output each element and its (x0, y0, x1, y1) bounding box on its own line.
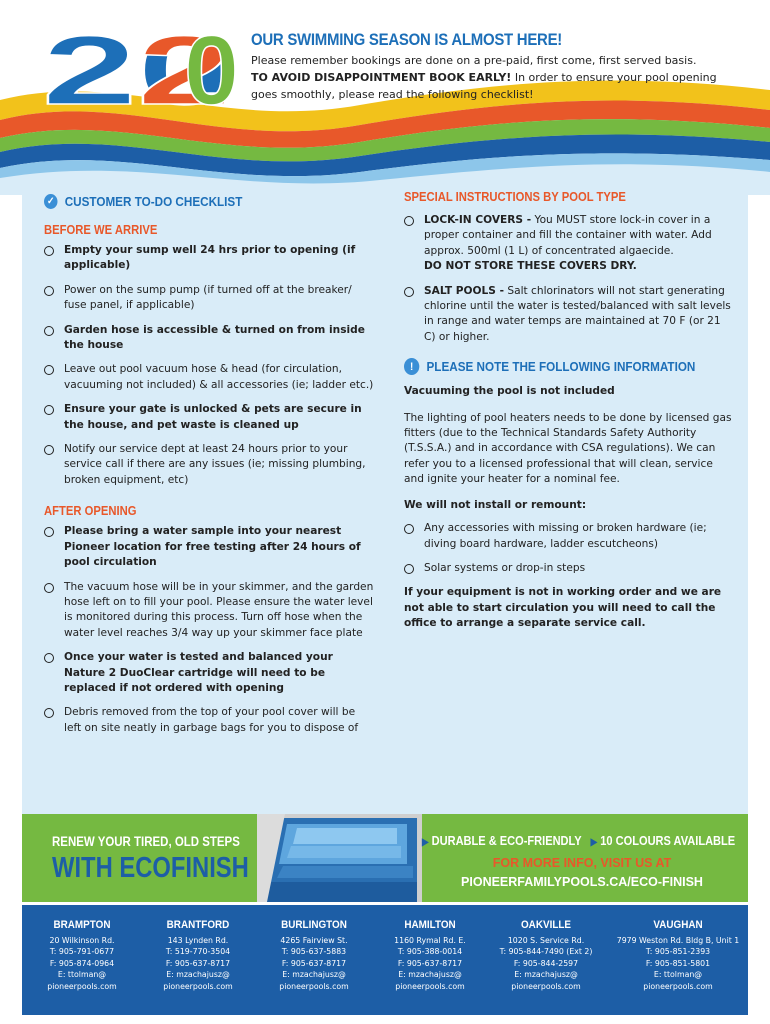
svg-text:2: 2 (137, 18, 232, 113)
location-hamilton: HAMILTON 1160 Rymal Rd. E. T: 905-388-0014 F: 905-637-8717 E: mzachajusz@ pioneerpools.com (394, 919, 466, 991)
location-brantford: BRANTFORD 143 Lynden Rd. T: 519-770-3504 F: 905-637-8717 E: mzachajusz@ pioneerpools.com (163, 919, 233, 991)
list-item-salt: SALT POOLS - Salt chlorinators will not start generating chlorine until the water is tested/balanced with salt levels in range and water temps are maintained at 70 F (or 21 C) or higher. (404, 284, 734, 346)
intro-line: Please remember bookings are done on a pre-paid, first come, first served basis. (251, 54, 697, 67)
year-graphic (42, 18, 242, 113)
locations-footer (22, 905, 748, 1015)
location-burlington: BURLINGTON 4265 Fairview St. T: 905-637-5883 F: 905-637-8717 E: mzachajusz@ pioneerpools.com (279, 919, 349, 991)
location-oakville: OAKVILLE 1020 S. Service Rd. T: 905-844-7490 (Ext 2) F: 905-844-2597 E: mzachajusz@ pioneerpools.com (499, 919, 593, 991)
circle-bullet-icon (44, 527, 54, 537)
special-list (404, 213, 734, 345)
list-item: Debris removed from the top of your pool cover will be left on site neatly in garbage bags for you to dispose of (44, 705, 374, 736)
triangle-right-icon: ▶ (422, 837, 429, 848)
check-icon: ✓ (44, 194, 58, 209)
checklist-title (44, 194, 341, 209)
after-title: AFTER OPENING (44, 504, 137, 519)
location-vaughan: VAUGHAN 7979 Weston Rd. Bldg B, Unit 1 T: 905-851-2393 F: 905-851-5801 E: ttolman@ pioneerpools.com (616, 919, 740, 991)
special-title: SPECIAL INSTRUCTIONS BY POOL TYPE (404, 190, 626, 204)
notice-title (404, 358, 701, 375)
pool-steps-image (257, 814, 422, 902)
location-brampton: BRAMPTON 20 Wilkinson Rd. T: 905-791-0677 F: 905-874-0964 E: ttolman@ pioneerpools.com (47, 919, 117, 991)
circle-bullet-icon (44, 708, 54, 718)
circle-bullet-icon (404, 216, 414, 226)
not-install-title: We will not install or remount: (404, 498, 587, 511)
circle-bullet-icon (44, 326, 54, 336)
promo-info (452, 854, 712, 892)
header (0, 0, 770, 190)
circle-bullet-icon (404, 524, 414, 534)
intro-rest: In order to ensure your pool opening goes smoothly, please read the following checklist! (251, 71, 717, 101)
list-item: Notify our service dept at least 24 hours prior to your service call if there are any issues (ie; missing plumbing, broken equipment, etc) (44, 442, 374, 488)
circle-bullet-icon (44, 246, 54, 256)
promo-features: ▶ DURABLE & ECO-FRIENDLY ▶ 10 COLOURS AVAILABLE (422, 833, 736, 848)
triangle-right-icon: ▶ (590, 837, 598, 848)
after-list (44, 524, 374, 736)
list-item: Empty your sump well 24 hrs prior to opening (if applicable) (44, 243, 374, 274)
svg-text:0: 0 (184, 18, 239, 113)
promo-title: WITH ECOFINISH (52, 852, 249, 884)
list-item: Once your water is tested and balanced your Nature 2 DuoClear cartridge will need to be replaced if not ordered with opening (44, 650, 374, 696)
before-title: BEFORE WE ARRIVE (44, 223, 158, 237)
circle-bullet-icon (404, 564, 414, 574)
promo-url: PIONEERFAMILYPOOLS.CA/ECO-FINISH (461, 875, 703, 889)
svg-text:20: 20 (42, 18, 232, 113)
intro-emphasis: TO AVOID DISAPPOINTMENT BOOK EARLY! (251, 71, 512, 84)
circle-bullet-icon (404, 287, 414, 297)
instructions-column (404, 190, 734, 632)
circle-bullet-icon (44, 365, 54, 375)
list-item: Ensure your gate is unlocked & pets are secure in the house, and pet waste is cleaned up (44, 402, 374, 433)
vacuum-note: Vacuuming the pool is not included (404, 385, 615, 398)
list-item: The vacuum hose will be in your skimmer, and the garden hose left on to fill your pool. Please ensure the water level is monitored during this process. Turn off hose when the water level reaches 3/4 way up your skimmer face plate (44, 580, 374, 642)
list-item: Any accessories with missing or broken hardware (ie; diving board hardware, ladder escutcheons) (404, 521, 734, 552)
not-install-list (404, 521, 734, 576)
circle-bullet-icon (44, 405, 54, 415)
ecofinish-promo (22, 814, 748, 902)
list-item: Leave out pool vacuum hose & head (for circulation, vacuuming not included) & all accessories (ie; ladder etc.) (44, 362, 374, 393)
list-item-lockin: LOCK-IN COVERS - You MUST store lock-in cover in a proper container and fill the container with water. Add approx. 500ml (1 L) of concentrated algaecide. DO NOT STORE THESE COVERS DRY. (404, 213, 734, 275)
circle-bullet-icon (44, 583, 54, 593)
circle-bullet-icon (44, 653, 54, 663)
list-item: Garden hose is accessible & turned on from inside the house (44, 323, 374, 354)
page-title: OUR SWIMMING SEASON IS ALMOST HERE! (251, 30, 563, 49)
closing-note: If your equipment is not in working order and we are not able to start circulation you will need to call the office to arrange a separate service call. (404, 586, 722, 630)
exclamation-icon: ! (404, 358, 419, 375)
checklist-column (44, 194, 374, 736)
heater-text: The lighting of pool heaters needs to be done by licensed gas fitters (due to the Technical Standards Safety Authority (T.S.S.A.) and in accordance with CSA regulations). We can refer you to a licensed professional that will clean, service and ignite your heater for a nominal fee. (404, 411, 732, 486)
promo-info-line: FOR MORE INFO, VISIT US AT (492, 856, 672, 870)
circle-bullet-icon (44, 445, 54, 455)
list-item: Power on the sump pump (if turned off at the breaker/ fuse panel, if applicable) (44, 283, 374, 314)
notice-title-text: PLEASE NOTE THE FOLLOWING INFORMATION (426, 359, 696, 375)
list-item: Solar systems or drop-in steps (404, 561, 734, 576)
promo-subtitle: RENEW YOUR TIRED, OLD STEPS (52, 834, 240, 849)
intro-text (251, 52, 731, 103)
circle-bullet-icon (44, 286, 54, 296)
list-item: Please bring a water sample into your nearest Pioneer location for free testing after 24 hours of pool circulation (44, 524, 374, 570)
checklist-title-text: CUSTOMER TO-DO CHECKLIST (64, 194, 243, 209)
before-list (44, 243, 374, 488)
